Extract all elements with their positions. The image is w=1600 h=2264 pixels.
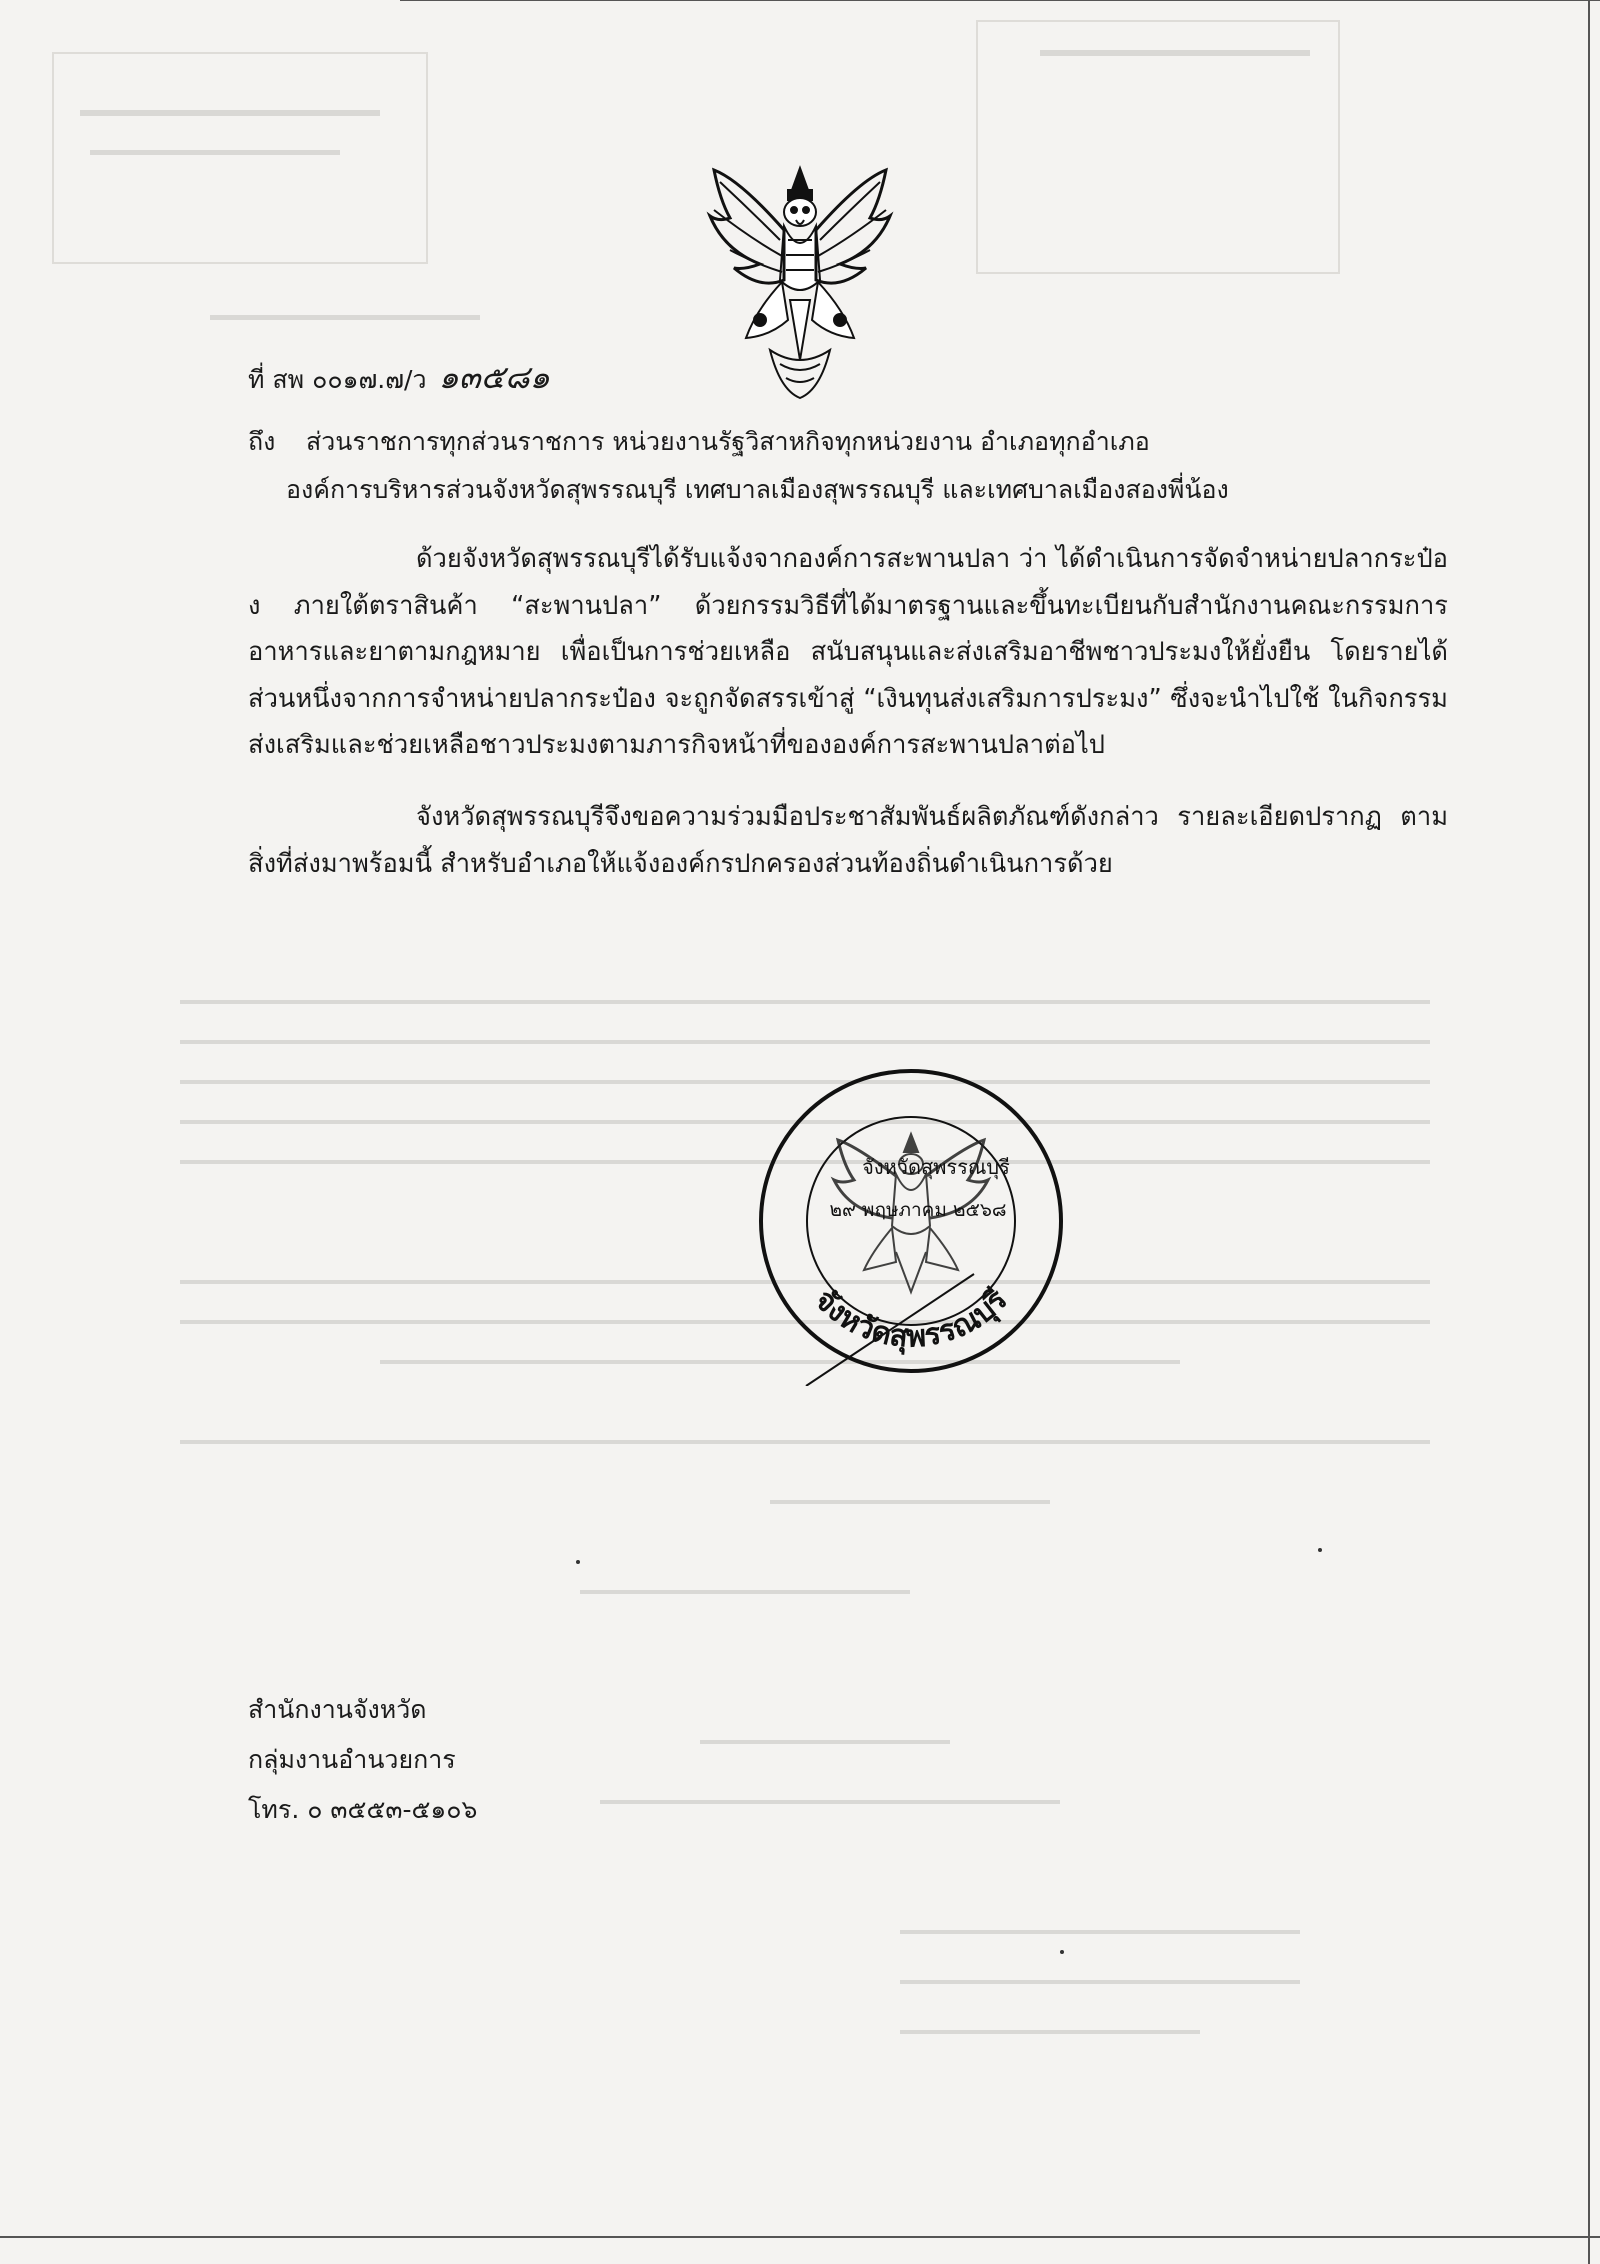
reference-handwritten-number: ๑๓๕๘๑ [438, 358, 550, 396]
reference-number [248, 352, 550, 403]
footer-phone: โทร. ๐ ๓๕๕๓-๕๑๐๖ [248, 1795, 478, 1824]
scan-border-bottom [0, 2236, 1600, 2238]
bleed-through-line [900, 1930, 1300, 1934]
bleed-through-line [770, 1500, 1050, 1504]
stray-mark [576, 1560, 580, 1564]
bleed-through-box-left [52, 52, 428, 264]
recipient-line-2: องค์การบริหารส่วนจังหวัดสุพรรณบุรี เทศบาลเมืองสุพรรณบุรี และเทศบาลเมืองสองพี่น้อง [286, 475, 1229, 504]
recipient-line-1: ส่วนราชการทุกส่วนราชการ หน่วยงานรัฐวิสาหกิจทุกหน่วยงาน อำเภอทุกอำเภอ [306, 427, 1150, 456]
bleed-through-line [1040, 50, 1310, 56]
provincial-seal-icon [746, 1056, 1076, 1386]
bleed-through-line [180, 1000, 1430, 1004]
bleed-through-line [90, 150, 340, 155]
reference-prefix: ที่ สพ ๐๐๑๗.๗/ว [248, 365, 427, 394]
body-paragraph-1 [248, 536, 1448, 769]
bleed-through-box-right [976, 20, 1340, 274]
footer-division: กลุ่มงานอำนวยการ [248, 1745, 456, 1774]
body-paragraph-2 [248, 794, 1448, 887]
bleed-through-line [900, 1980, 1300, 1984]
seal-date: ๒๙ พฤษภาคม ๒๕๖๘ [829, 1199, 1007, 1221]
bleed-through-line [580, 1590, 910, 1594]
bleed-through-line [210, 315, 480, 320]
stray-mark [1060, 1950, 1064, 1954]
bleed-through-line [180, 1040, 1430, 1044]
seal-ring-province: จังหวัดสุพรรณบุรี [807, 1282, 1015, 1355]
bleed-through-line [180, 1440, 1430, 1444]
garuda-emblem-icon [700, 160, 900, 400]
bleed-through-line [900, 2030, 1200, 2034]
paragraph-2-text: จังหวัดสุพรรณบุรีจึงขอความร่วมมือประชาสัมพันธ์ผลิตภัณฑ์ดังกล่าว รายละเอียดปรากฏ ตามสิ่งที่ส่งมาพร้อมนี้ สำหรับอำเภอให้แจ้งองค์กรปกครองส่วนท้องถิ่นดำเนินการด้วย [248, 802, 1448, 879]
bleed-through-line [80, 110, 380, 116]
recipient-label: ถึง [248, 427, 276, 456]
paragraph-1-text: ด้วยจังหวัดสุพรรณบุรีได้รับแจ้งจากองค์การสะพานปลา ว่า ได้ดำเนินการจัดจำหน่ายปลากระป๋อง ภายใต้ตราสินค้า “สะพานปลา” ด้วยกรรมวิธีที่ได้มาตรฐานและขึ้นทะเบียนกับสำนักงานคณะกรรมการ อาหารและยาตามกฎหมาย เพื่อเป็นการช่วยเหลือ สนับสนุนและส่งเสริมอาชีพชาวประมงให้ยั่งยืน โดยรายได้ ส่วนหนึ่งจากการจำหน่ายปลากระป๋อง จะถูกจัดสรรเข้าสู่ “เงินทุนส่งเสริมการประมง” ซึ่งจะนำไปใช้ ในกิจกรรมส่งเสริมและช่วยเหลือชาวประมงตามภารกิจหน้าที่ขององค์การสะพานปลาต่อไป [248, 544, 1448, 760]
stray-mark [1318, 1548, 1322, 1552]
bleed-through-line [600, 1800, 1060, 1804]
seal-inner-province: จังหวัดสุพรรณบุรี [862, 1155, 1010, 1179]
footer-office: สำนักงานจังหวัด [248, 1695, 427, 1724]
scan-border-right [1588, 0, 1590, 2264]
bleed-through-line [700, 1740, 950, 1744]
scan-border-top [400, 0, 1600, 1]
